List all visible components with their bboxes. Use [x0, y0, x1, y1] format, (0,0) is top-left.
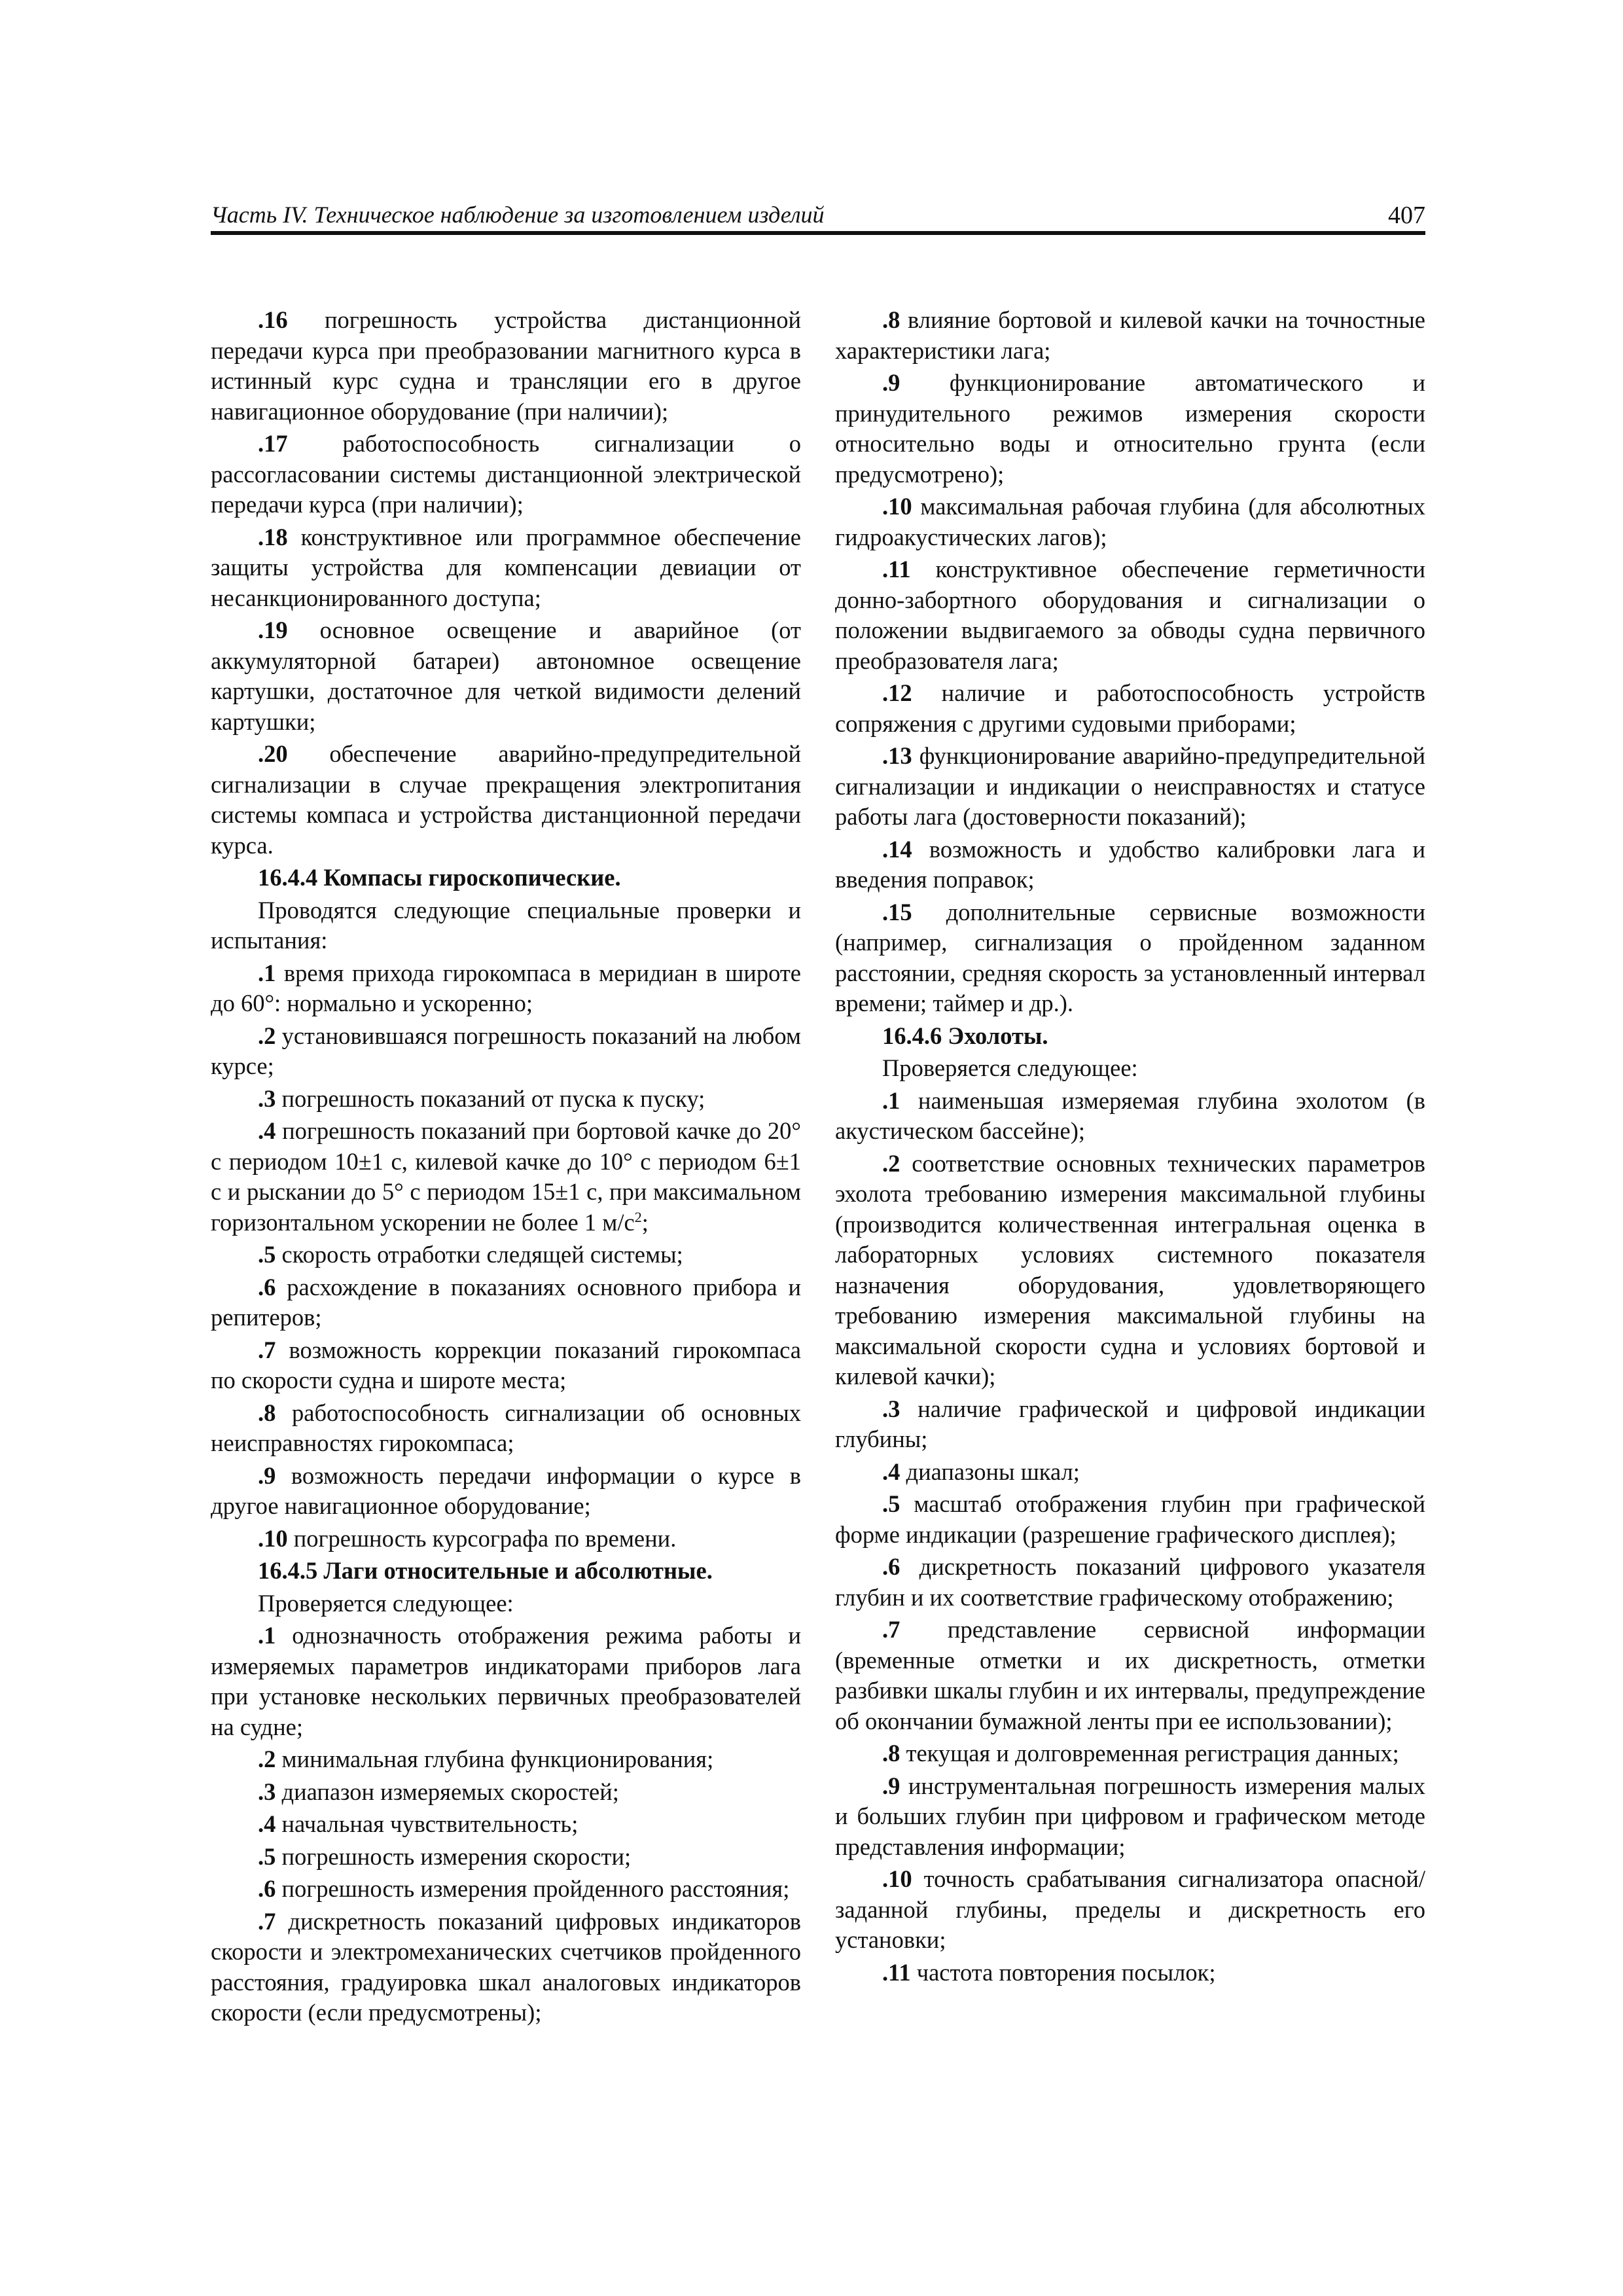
list-item [211, 522, 801, 614]
item-text: погрешность показаний при бортовой качке до 20° с периодом 10±1 с, килевой качке до 10° с периодом 6±1 с и рыскании до 5° с периодом 15±1 с, при максимальном горизонтальном ускорении не более 1 м/с [211, 1117, 801, 1236]
item-text: начальная чувствительность; [276, 1810, 579, 1837]
item-text: влияние бортовой и килевой качки на точностные характеристики лага; [835, 306, 1425, 364]
item-text: работоспособность сигнализации об основных неисправностях гирокомпаса; [211, 1399, 801, 1456]
item-number: .3 [258, 1778, 276, 1805]
right-column [835, 305, 1425, 1990]
item-number: .5 [258, 1241, 276, 1268]
item-text: возможность коррекции показаний гирокомпаса по скорости судна и широте места; [211, 1336, 801, 1393]
item-text: точность срабатывания сигнализатора опасной/заданной глубины, пределы и дискретность его установки; [835, 1865, 1425, 1953]
item-number: .2 [258, 1022, 276, 1049]
list-item [211, 1842, 801, 1873]
superscript: 2 [634, 1208, 642, 1225]
item-text: наименьшая измеряемая глубина эхолотом (в акустическом бассейне); [835, 1086, 1425, 1144]
item-number: .6 [258, 1273, 276, 1300]
running-header [211, 200, 1425, 235]
item-number: .6 [882, 1553, 901, 1580]
list-item [835, 741, 1425, 833]
list-item [835, 1864, 1425, 1956]
list-item [211, 1744, 801, 1775]
item-text: Проводятся следующие специальные проверки и испытания: [211, 896, 801, 954]
item-number: .11 [882, 556, 911, 583]
item-number: .11 [882, 1958, 911, 1986]
list-item [835, 1552, 1425, 1613]
item-text: установившаяся погрешность показаний на любом курсе; [211, 1022, 801, 1079]
item-number: .20 [258, 740, 288, 767]
section-heading: 16.4.6 Эхолоты. [882, 1022, 1048, 1049]
item-number: .1 [882, 1086, 901, 1114]
item-text: основное освещение и аварийное (от аккумуляторной батареи) автономное освещение картушки, достаточное для четкой видимости делений картушки; [211, 617, 801, 735]
list-item [211, 1272, 801, 1333]
item-number: .1 [258, 1622, 276, 1649]
list-item [835, 897, 1425, 1019]
list-item [211, 305, 801, 427]
item-number: .4 [258, 1117, 276, 1144]
item-number: .8 [882, 1740, 901, 1767]
item-text: возможность передачи информации о курсе в другое навигационное оборудование; [211, 1462, 801, 1519]
list-item [835, 554, 1425, 676]
list-item [835, 1771, 1425, 1863]
list-item [835, 1457, 1425, 1488]
item-number: .4 [258, 1810, 276, 1837]
list-item [211, 1777, 801, 1808]
item-text: максимальная рабочая глубина (для абсолютных гидроакустических лагов); [835, 493, 1425, 550]
list-item [835, 1615, 1425, 1736]
item-number: .2 [882, 1149, 901, 1177]
item-text: Проверяется следующее: [258, 1589, 514, 1617]
list-item [835, 368, 1425, 490]
item-number: .7 [882, 1616, 901, 1643]
item-text: соответствие основных технических параметров эхолота требованию измерения максимальной глубины (производится количественная интегральная оценка в лабораторных условиях системного показателя назначения оборудования, удовлетворяющего требованию измерения максимальной глубины на максимальной скорости судна и условиях бортовой и килевой качки); [835, 1149, 1425, 1390]
item-text: диапазон измеряемых скоростей; [276, 1778, 619, 1805]
list-item [835, 492, 1425, 552]
list-item [211, 615, 801, 737]
list-item [835, 1489, 1425, 1550]
item-text: погрешность измерения пройденного расстояния; [276, 1875, 790, 1902]
item-text: время прихода гирокомпаса в меридиан в широте до 60°: нормально и ускоренно; [211, 959, 801, 1016]
item-number: .3 [258, 1085, 276, 1112]
list-item [835, 1958, 1425, 1988]
list-item [211, 739, 801, 861]
page-number: 407 [1388, 202, 1425, 229]
item-number: .4 [882, 1458, 901, 1485]
list-item [211, 958, 801, 1019]
item-number: .10 [258, 1524, 288, 1552]
list-item [835, 1053, 1425, 1084]
item-text: погрешность показаний от пуска к пуску; [276, 1085, 705, 1112]
list-item [835, 1738, 1425, 1769]
item-text: функционирование аварийно-предупредительной сигнализации и индикации о неисправностях и статусе работы лага (достоверности показаний); [835, 742, 1425, 830]
item-number: .10 [882, 1865, 912, 1892]
section-heading: 16.4.5 Лаги относительные и абсолютные. [258, 1557, 713, 1584]
list-item [211, 895, 801, 956]
list-item [211, 1021, 801, 1082]
item-text: масштаб отображения глубин при графической форме индикации (разрешение графического дисплея); [835, 1490, 1425, 1548]
item-number: .7 [258, 1336, 276, 1363]
item-number: .16 [258, 306, 288, 333]
list-item [211, 1907, 801, 2028]
item-text: инструментальная погрешность измерения малых и больших глубин при цифровом и графическом методе представления информации; [835, 1772, 1425, 1860]
item-text: возможность и удобство калибровки лага и введения поправок; [835, 835, 1425, 893]
list-item [835, 834, 1425, 895]
item-number: .8 [258, 1399, 276, 1426]
item-text: однозначность отображения режима работы и измеряемых параметров индикаторами приборов лага при установке нескольких первичных преобразователей на судне; [211, 1622, 801, 1740]
item-text-tail: ; [641, 1208, 649, 1236]
list-item [835, 305, 1425, 366]
item-text: конструктивное обеспечение герметичности донно-забортного оборудования и сигнализации о положении выдвигаемого за обводы судна первичного преобразователя лага; [835, 556, 1425, 674]
item-number: .8 [882, 306, 901, 333]
list-item [835, 1086, 1425, 1147]
item-number: .13 [882, 742, 912, 769]
list-item [211, 1335, 801, 1396]
item-text: функционирование автоматического и принудительного режимов измерения скорости относительно воды и относительно грунта (если предусмотрено); [835, 369, 1425, 488]
item-text: погрешность измерения скорости; [276, 1842, 632, 1870]
item-text: погрешность курсографа по времени. [287, 1524, 677, 1552]
item-text: погрешность устройства дистанционной передачи курса при преобразовании магнитного курса в истинный курс судна и трансляции его в другое навигационное оборудование (при наличии); [211, 306, 801, 425]
list-item [211, 429, 801, 520]
item-text: дискретность показаний цифровых индикаторов скорости и электромеханических счетчиков пройденного расстояния, градуировка шкал аналоговых индикаторов скорости (если предусмотрены); [211, 1907, 801, 2026]
item-text: работоспособность сигнализации о рассогласовании системы дистанционной электрической передачи курса (при наличии); [211, 430, 801, 518]
header-title: Часть IV. Техническое наблюдение за изготовлением изделий [211, 202, 825, 228]
list-item [211, 1240, 801, 1270]
item-number: .14 [882, 835, 912, 863]
list-item [211, 1524, 801, 1554]
item-text: расхождение в показаниях основного прибора и репитеров; [211, 1273, 801, 1331]
list-item [835, 1149, 1425, 1392]
item-number: .18 [258, 523, 288, 550]
item-text: Проверяется следующее: [882, 1054, 1138, 1081]
list-item [211, 1461, 801, 1522]
item-number: .2 [258, 1746, 276, 1772]
list-item [211, 1084, 801, 1115]
item-number: .7 [258, 1907, 276, 1935]
list-item [211, 1874, 801, 1905]
list-item [835, 678, 1425, 739]
item-text: представление сервисной информации (временные отметки и их дискретность, отметки разбивки шкалы глубин и их интервалы, предупреждение об окончании бумажной ленты при ее использовании); [835, 1616, 1425, 1734]
item-number: .5 [258, 1842, 276, 1870]
list-item [211, 1116, 801, 1238]
list-item [211, 1588, 801, 1619]
item-text: дополнительные сервисные возможности (например, сигнализация о пройденном заданном расстоянии, средняя скорость за установленный интервал времени; таймер и др.). [835, 898, 1425, 1016]
item-number: .17 [258, 430, 288, 457]
item-number: .19 [258, 617, 288, 643]
item-number: .12 [882, 679, 912, 706]
item-text: дискретность показаний цифрового указателя глубин и их соответствие графическому отображению; [835, 1553, 1425, 1611]
item-number: .10 [882, 493, 912, 520]
item-number: .15 [882, 898, 912, 925]
section-heading: 16.4.4 Компасы гироскопические. [258, 864, 621, 891]
item-text: наличие графической и цифровой индикации глубины; [835, 1395, 1425, 1452]
item-text: частота повторения посылок; [910, 1958, 1216, 1986]
item-number: .1 [258, 959, 276, 986]
item-number: .9 [258, 1462, 276, 1489]
list-item [835, 1394, 1425, 1455]
item-number: .5 [882, 1490, 901, 1517]
list-item [211, 1809, 801, 1840]
item-text: конструктивное или программное обеспечение защиты устройства для компенсации девиации от несанкционированного доступа; [211, 523, 801, 611]
left-column [211, 305, 801, 2030]
item-text: диапазоны шкал; [900, 1458, 1080, 1485]
item-text: текущая и долговременная регистрация данных; [900, 1740, 1399, 1767]
item-text: наличие и работоспособность устройств сопряжения с другими судовыми приборами; [835, 679, 1425, 737]
list-item [211, 1398, 801, 1459]
item-number: .9 [882, 1772, 901, 1799]
item-number: .6 [258, 1875, 276, 1902]
item-number: .9 [882, 369, 901, 396]
item-text: обеспечение аварийно-предупредительной сигнализации в случае прекращения электропитания системы компаса и устройства дистанционной передачи курса. [211, 740, 801, 859]
item-text: скорость отработки следящей системы; [276, 1241, 683, 1268]
item-number: .3 [882, 1395, 901, 1422]
item-text: минимальная глубина функционирования; [276, 1746, 714, 1772]
list-item [211, 1621, 801, 1742]
